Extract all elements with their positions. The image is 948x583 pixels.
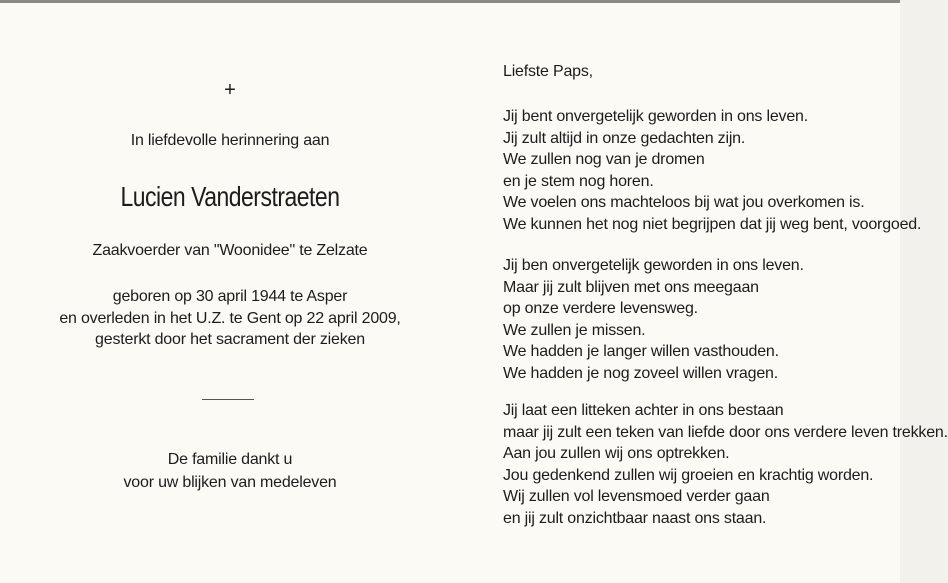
poem-line: Maar jij zult blijven met ons meegaan bbox=[503, 278, 759, 296]
poem-line: We hadden je langer willen vasthouden. bbox=[503, 343, 779, 360]
family-thanks bbox=[40, 448, 420, 494]
poem-line: We hadden je nog zoveel willen vragen. bbox=[503, 364, 778, 382]
poem-line: Jij bent onvergetelijk geworden in ons leven. bbox=[503, 108, 808, 125]
poem-line: en jij zult onzichtbaar naast ons staan. bbox=[503, 509, 767, 527]
deceased-name: Lucien Vanderstraeten bbox=[120, 181, 340, 212]
life-line: en overleden in het U.Z. te Gent op 22 april 2009, bbox=[59, 309, 401, 327]
thanks-line: voor uw blijken van medeleven bbox=[123, 474, 337, 491]
poem-line: We kunnen het nog niet begrijpen dat jij weg bent, voorgoed. bbox=[503, 215, 922, 233]
poem-greeting: Liefste Paps, bbox=[503, 63, 593, 80]
poem-line: op onze verdere levensweg. bbox=[503, 300, 698, 317]
poem-line: Jou gedenkend zullen wij groeien en krachtig worden. bbox=[503, 466, 874, 484]
poem-line: Wij zullen vol levensmoed verder gaan bbox=[503, 488, 770, 505]
poem-line: We zullen nog van je dromen bbox=[503, 151, 705, 168]
memorial-intro: In liefdevolle herinnering aan bbox=[130, 132, 330, 149]
poem-line: We zullen je missen. bbox=[503, 321, 646, 339]
poem-line: maar jij zult een teken van liefde door ons verdere leven trekken. bbox=[503, 423, 948, 441]
poem-line: We voelen ons machteloos bij wat jou overkomen is. bbox=[503, 194, 865, 211]
cross-symbol: + bbox=[224, 79, 236, 101]
poem-line: Jij zult altijd in onze gedachten zijn. bbox=[503, 129, 746, 147]
life-line: geboren op 30 april 1944 te Asper bbox=[112, 288, 348, 305]
poem-line: Jij laat een litteken achter in ons bestaan bbox=[503, 402, 784, 419]
poem-line: Jij ben onvergetelijk geworden in ons leven. bbox=[503, 257, 804, 274]
life-details bbox=[40, 286, 420, 351]
poem-stanza-3 bbox=[503, 400, 948, 529]
top-border-line bbox=[0, 0, 900, 3]
life-line: gesterkt door het sacrament der zieken bbox=[95, 331, 365, 348]
poem-stanza-1 bbox=[503, 106, 921, 235]
thanks-line: De familie dankt u bbox=[167, 451, 293, 468]
divider-line bbox=[202, 399, 254, 400]
poem-line: Aan jou zullen wij ons optrekken. bbox=[503, 445, 730, 462]
deceased-role: Zaakvoerder van "Woonidee" te Zelzate bbox=[92, 242, 368, 259]
poem-line: en je stem nog horen. bbox=[503, 172, 654, 190]
poem-stanza-2 bbox=[503, 255, 804, 384]
